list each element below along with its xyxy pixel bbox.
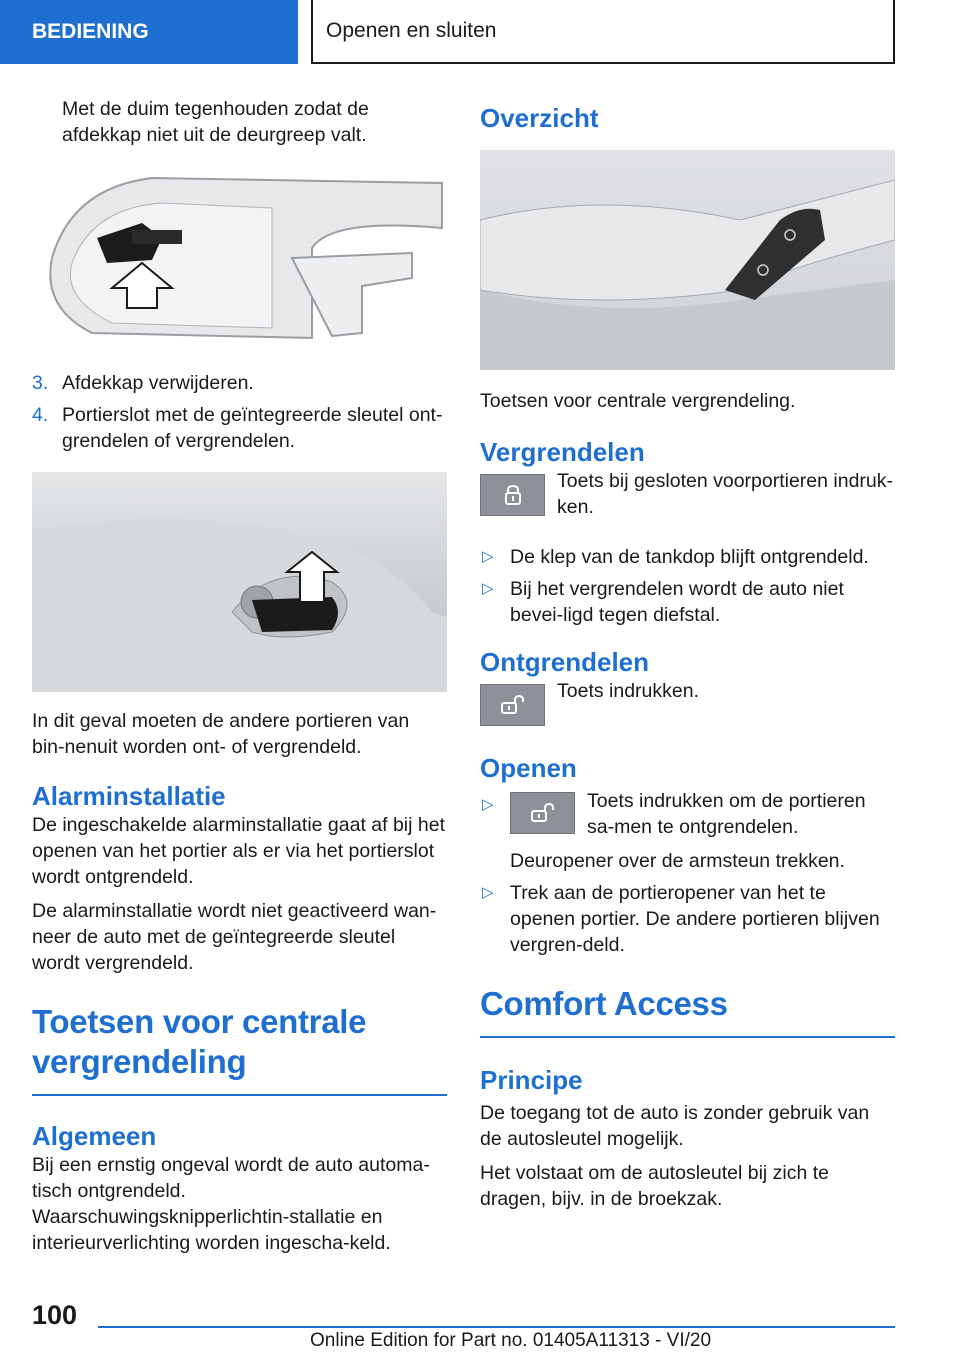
- heading-rule: [480, 1036, 895, 1038]
- unlock-text: Toets indrukken.: [557, 680, 699, 702]
- door-lock-drawing: [32, 472, 447, 692]
- principle-heading: Principe: [480, 1065, 583, 1095]
- after-image-paragraph: In dit geval moeten de andere portieren van bin-nenuit worden ont- of vergrendeld.: [32, 710, 410, 758]
- comfort-access-heading: Comfort Access: [480, 985, 728, 1022]
- header-section-tab: [0, 0, 298, 64]
- header-chapter-box: [311, 0, 895, 64]
- alarm-paragraph-2: De alarminstallatie wordt niet geactiveerd wan-neer de auto met de geïntegreerde sleutel wordt vergrendeld.: [32, 900, 437, 974]
- footer-rule: [98, 1326, 895, 1328]
- open-bullets: [480, 792, 895, 958]
- unlock-button-icon: [510, 792, 575, 834]
- padlock-open-icon: [500, 695, 526, 715]
- cover-cap-illustration: [32, 168, 447, 348]
- list-item: [480, 544, 895, 570]
- steps-list: [32, 370, 447, 454]
- intro-paragraph: Met de duim tegenhouden zodat de afdekkap niet uit de deurgreep valt.: [62, 98, 369, 146]
- unlock-heading: Ontgrendelen: [480, 647, 650, 677]
- page-number: 100: [32, 1300, 78, 1330]
- right-column: [480, 96, 895, 1220]
- main-section-heading: Toetsen voor centrale vergrendeling: [32, 1003, 367, 1080]
- door-lock-photo: [32, 472, 447, 692]
- left-column: [32, 96, 447, 1264]
- unlock-key-row: [480, 680, 895, 726]
- overview-caption: Toetsen voor centrale vergrendeling.: [480, 390, 796, 412]
- padlock-open-icon: [530, 803, 556, 823]
- lock-text: Toets bij gesloten voorportieren indruk-ken.: [557, 470, 894, 518]
- principle-paragraph-1: De toegang tot de auto is zonder gebruik van de autosleutel mogelijk.: [480, 1102, 870, 1150]
- padlock-closed-icon: [503, 484, 523, 506]
- header-section-label: BEDIENING: [32, 20, 149, 43]
- lock-heading: Vergrendelen: [480, 437, 645, 467]
- lock-bullets: [480, 544, 895, 628]
- overview-heading: Overzicht: [480, 103, 599, 133]
- bullet-text: Trek aan de portieropener van het te openen portier. De andere portieren blijven vergren-deld.: [510, 882, 880, 956]
- list-item: [32, 370, 447, 396]
- triangle-bullet-icon: ▷: [482, 548, 494, 565]
- list-item: [480, 792, 895, 874]
- heading-rule: [32, 1094, 447, 1096]
- interior-door-drawing: [480, 150, 895, 370]
- general-paragraph: Bij een ernstig ongeval wordt de auto automa-tisch ontgrendeld. Waarschuwingsknipperlichtin-stallatie en interieurverlichting worden ingescha-keld.: [32, 1154, 430, 1254]
- open-heading: Openen: [480, 753, 577, 783]
- list-item: [480, 576, 895, 628]
- step-number: 4.: [32, 404, 49, 426]
- interior-door-photo: [480, 150, 895, 370]
- footer-edition: Online Edition for Part no. 01405A11313 - VI/20: [310, 1330, 712, 1351]
- bullet-text: Toets indrukken om de portieren sa-men te ontgrendelen.: [587, 790, 866, 838]
- alarm-heading: Alarminstallatie: [32, 781, 226, 811]
- step-text: Afdekkap verwijderen.: [62, 372, 254, 394]
- step-number: 3.: [32, 372, 49, 394]
- lock-key-row: [480, 470, 895, 528]
- list-item: [32, 402, 447, 454]
- triangle-bullet-icon: ▷: [482, 796, 494, 813]
- alarm-paragraph-1: De ingeschakelde alarminstallatie gaat af bij het openen van het portier als er via het portierslot wordt ontgrendeld.: [32, 814, 445, 888]
- door-handle-cap-drawing: [32, 168, 447, 348]
- step-text: Portierslot met de geïntegreerde sleutel ont-grendelen of vergrendelen.: [62, 404, 443, 452]
- open-key-row: [510, 792, 895, 840]
- general-heading: Algemeen: [32, 1121, 157, 1151]
- principle-paragraph-2: Het volstaat om de autosleutel bij zich te dragen, bijv. in de broekzak.: [480, 1162, 830, 1210]
- bullet-text: Bij het vergrendelen wordt de auto niet bevei-ligd tegen diefstal.: [510, 578, 844, 626]
- bullet-extra-text: Deuropener over de armsteun trekken.: [510, 850, 845, 872]
- list-item: [480, 880, 895, 958]
- triangle-bullet-icon: ▷: [482, 580, 494, 597]
- lock-button-icon: [480, 474, 545, 516]
- triangle-bullet-icon: ▷: [482, 884, 494, 901]
- bullet-text: De klep van de tankdop blijft ontgrendeld.: [510, 546, 869, 568]
- header-chapter-label: Openen en sluiten: [326, 19, 497, 42]
- unlock-button-icon: [480, 684, 545, 726]
